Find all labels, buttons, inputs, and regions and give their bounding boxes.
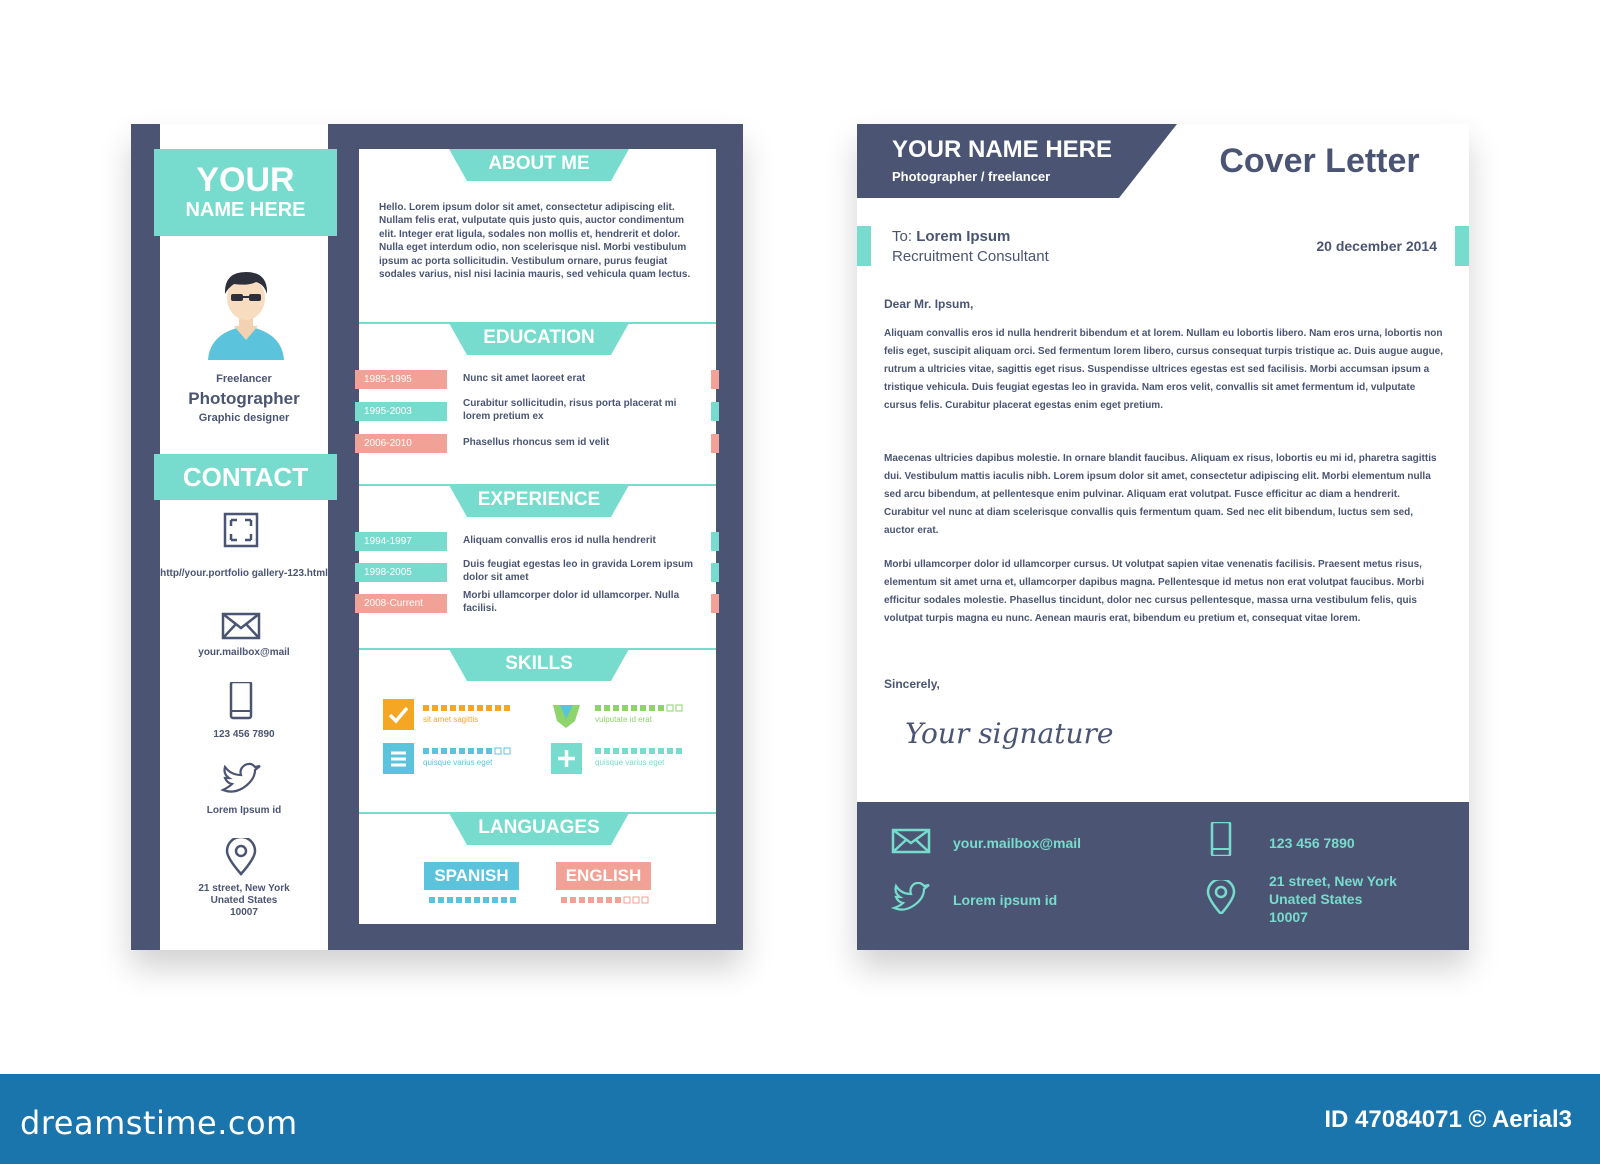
education-end-marker bbox=[711, 434, 719, 453]
closing: Sincerely, bbox=[884, 677, 940, 691]
level-dot bbox=[477, 705, 483, 711]
location-pin-icon bbox=[219, 838, 263, 876]
level-dot bbox=[588, 897, 594, 903]
experience-description: Aliquam convallis eros id nulla hendrerit bbox=[463, 535, 656, 546]
level-dot bbox=[423, 748, 429, 754]
education-years-tag: 1995-2003 bbox=[355, 402, 447, 421]
stock-logo[interactable]: dreamstime.com bbox=[20, 1104, 298, 1142]
level-dot bbox=[604, 705, 610, 711]
stock-footer-bar bbox=[0, 1074, 1600, 1164]
cover-footer bbox=[857, 802, 1469, 950]
level-dot bbox=[624, 897, 630, 903]
experience-title: EXPERIENCE bbox=[477, 489, 601, 510]
contact-address bbox=[160, 883, 328, 919]
education-years-tag: 1985-1995 bbox=[355, 370, 447, 389]
about-banner bbox=[449, 149, 629, 183]
plus-icon bbox=[551, 743, 582, 774]
experience-years-tag: 1994-1997 bbox=[355, 532, 447, 551]
list-icon bbox=[383, 743, 414, 774]
level-dot bbox=[676, 748, 682, 754]
level-dot bbox=[456, 897, 462, 903]
level-dot bbox=[486, 705, 492, 711]
cover-name: YOUR NAME HERE bbox=[892, 136, 1113, 163]
level-dot bbox=[474, 897, 480, 903]
experience-end-marker bbox=[711, 594, 719, 613]
education-description: Phasellus rhoncus sem id velit bbox=[463, 437, 610, 448]
greeting: Dear Mr. Ipsum, bbox=[884, 297, 974, 311]
level-dot bbox=[667, 748, 673, 754]
education-years-tag: 2006-2010 bbox=[355, 434, 447, 453]
skill-level-dots bbox=[595, 747, 685, 755]
phone-icon bbox=[219, 682, 263, 720]
level-dot bbox=[640, 705, 646, 711]
level-dot bbox=[667, 705, 673, 711]
level-dot bbox=[615, 897, 621, 903]
accent-left bbox=[857, 226, 871, 266]
language-level-dots bbox=[561, 896, 651, 904]
level-dot bbox=[606, 897, 612, 903]
language-tag-spanish: SPANISH bbox=[424, 862, 519, 890]
level-dot bbox=[468, 748, 474, 754]
resume-name-block bbox=[154, 149, 337, 236]
footer-twitter[interactable]: Lorem ipsum id bbox=[953, 892, 1058, 908]
level-dot bbox=[423, 705, 429, 711]
languages-banner bbox=[449, 813, 629, 847]
contact-mail[interactable]: your.mailbox@mail bbox=[198, 647, 290, 658]
frame-icon bbox=[219, 512, 263, 550]
footer-phone[interactable]: 123 456 7890 bbox=[1269, 835, 1355, 851]
level-dot bbox=[595, 705, 601, 711]
mail-icon bbox=[219, 608, 263, 646]
contact-twitter[interactable]: Lorem Ipsum id bbox=[206, 805, 282, 816]
mail-icon bbox=[891, 824, 931, 858]
level-dot bbox=[622, 748, 628, 754]
contact-phone[interactable]: 123 456 7890 bbox=[213, 729, 275, 740]
education-description: Nunc sit amet laoreet erat bbox=[463, 373, 586, 384]
resume-page bbox=[131, 124, 743, 950]
footer-address-line-2: Unated States bbox=[1269, 891, 1363, 907]
address-line-3: 10007 bbox=[230, 907, 258, 918]
education-title: EDUCATION bbox=[483, 327, 595, 348]
level-dot bbox=[438, 897, 444, 903]
skills-title: SKILLS bbox=[505, 653, 573, 674]
level-dot bbox=[676, 705, 682, 711]
avatar-icon bbox=[198, 260, 294, 360]
letter-date: 20 december 2014 bbox=[1316, 238, 1437, 254]
skill-level-dots bbox=[595, 704, 685, 712]
languages-title: LANGUAGES bbox=[478, 817, 600, 838]
level-dot bbox=[561, 897, 567, 903]
to-label: To: bbox=[892, 228, 913, 245]
level-dot bbox=[432, 748, 438, 754]
level-dot bbox=[658, 748, 664, 754]
level-dot bbox=[622, 705, 628, 711]
recipient-role: Recruitment Consultant bbox=[892, 248, 1049, 265]
education-banner bbox=[449, 323, 629, 357]
education-end-marker bbox=[711, 402, 719, 421]
about-text: Hello. Lorem ipsum dolor sit amet, consectetur adipiscing elit. Nullam felis erat, vulputate quis justo quis, auctor condimentum elit. Integer erat ligula, sodales non mollis et, hendrerit et dolor. Nulla eget interdum odio, non scelerisque nisl. Morbi vestibulum ipsum ac porta sollicitudin. Vestibulum ornare, purus feugiat sodales varius, nisl nisi lacinia mauris, sed vehicula quam lectus. bbox=[379, 202, 691, 281]
level-dot bbox=[504, 748, 510, 754]
level-dot bbox=[450, 705, 456, 711]
skill-label: vulputate id erat bbox=[595, 715, 652, 724]
level-dot bbox=[631, 748, 637, 754]
paragraph-3: Morbi ullamcorper dolor id ullamcorper cursus. Ut volutpat sapien vitae venenatis facilisis. Praesent metus risus, elementum sit amet urna et, ullamcorper dapibus magna. Pellentesque id metus non erat volutpat faucibus. Morbi efficitur sodales molestie. Phasellus tincidunt, dolor nec cursus pellentesque, massa urna vestibulum felis, quis volutpat turpis magna eu nunc. Aenean mauris erat, bibendum eu pretium et, consequat vitae lorem. bbox=[884, 559, 1425, 624]
recipient-name: Lorem Ipsum bbox=[916, 228, 1011, 245]
level-dot bbox=[649, 705, 655, 711]
shield-shape-icon bbox=[551, 699, 582, 730]
level-dot bbox=[633, 897, 639, 903]
level-dot bbox=[504, 705, 510, 711]
skills-banner bbox=[449, 649, 629, 683]
paragraph-2: Maecenas ultricies dapibus molestie. In ornare blandit faucibus. Aliquam ex risus, lobortis eu mi id, pharetra sagittis dui. Vestibulum mattis iaculis nibh. Lorem ipsum dolor sit amet, consectetur adipiscing elit. Morbi elementum nulla sed arcu bibendum, at pellentesque enim pulvinar. Aliquam erat volutpat. Fusce efficitur ac diam a hendrerit. Curabitur vel nunc at diam scelerisque convallis quis fermentum quam. Sed nec elit bibendum, luctus sem sed, auctor erat. bbox=[884, 453, 1437, 536]
skill-level-dots bbox=[423, 747, 513, 755]
skill-label: sit amet sagittis bbox=[423, 715, 479, 724]
level-dot bbox=[441, 705, 447, 711]
level-dot bbox=[450, 748, 456, 754]
about-title: ABOUT ME bbox=[488, 153, 590, 174]
stock-image-id: ID 47084071 © Aerial3 bbox=[1324, 1106, 1572, 1133]
cover-title: Cover Letter bbox=[1219, 142, 1420, 180]
level-dot bbox=[595, 748, 601, 754]
level-dot bbox=[642, 897, 648, 903]
level-dot bbox=[459, 705, 465, 711]
role-freelancer: Freelancer bbox=[216, 373, 272, 385]
contact-portfolio[interactable]: http//your.portfolio gallery-123.html bbox=[160, 568, 328, 579]
language-tag-english: ENGLISH bbox=[556, 862, 651, 890]
level-dot bbox=[613, 748, 619, 754]
level-dot bbox=[495, 748, 501, 754]
address-line-2: Unated States bbox=[210, 895, 278, 906]
experience-description: Morbi ullamcorper dolor id ullamcorper. Nulla facilisi. bbox=[463, 590, 680, 614]
level-dot bbox=[597, 897, 603, 903]
language-level-dots bbox=[429, 896, 519, 904]
phone-icon bbox=[1201, 822, 1241, 856]
role-graphic-designer: Graphic designer bbox=[198, 412, 290, 424]
skill-level-dots bbox=[423, 704, 513, 712]
level-dot bbox=[501, 897, 507, 903]
footer-address-line-1: 21 street, New York bbox=[1269, 873, 1397, 889]
level-dot bbox=[570, 897, 576, 903]
education-end-marker bbox=[711, 370, 719, 389]
experience-years-tag: 1998-2005 bbox=[355, 563, 447, 582]
level-dot bbox=[465, 897, 471, 903]
experience-banner bbox=[449, 485, 629, 519]
level-dot bbox=[579, 897, 585, 903]
level-dot bbox=[486, 748, 492, 754]
resume-main bbox=[359, 149, 716, 924]
footer-address-line-3: 10007 bbox=[1269, 909, 1308, 925]
twitter-icon bbox=[219, 762, 263, 800]
level-dot bbox=[495, 705, 501, 711]
level-dot bbox=[631, 705, 637, 711]
signature: Your signature bbox=[905, 717, 1114, 750]
role-photographer: Photographer bbox=[188, 389, 300, 408]
level-dot bbox=[483, 897, 489, 903]
cover-subtitle: Photographer / freelancer bbox=[892, 169, 1051, 184]
level-dot bbox=[492, 897, 498, 903]
skill-label: quisque varius eget bbox=[423, 758, 493, 767]
level-dot bbox=[468, 705, 474, 711]
education-description: Curabitur sollicitudin, risus porta placerat mi lorem pretium ex bbox=[463, 398, 677, 422]
level-dot bbox=[649, 748, 655, 754]
recipient bbox=[892, 228, 1010, 245]
level-dot bbox=[613, 705, 619, 711]
level-dot bbox=[640, 748, 646, 754]
level-dot bbox=[658, 705, 664, 711]
level-dot bbox=[447, 897, 453, 903]
name-line-2: NAME HERE bbox=[185, 199, 306, 221]
level-dot bbox=[432, 705, 438, 711]
experience-years-tag: 2008-Current bbox=[355, 594, 447, 613]
paragraph-1: Aliquam convallis eros id nulla hendrerit bibendum et at lorem. Nullam eu lobortis libero. Nam eros urna, lobortis non felis eget, suscipit aliquam orci. Sed fermentum lorem libero, cursus consequat turpis tristique ac. Duis augue augue, rutrum a ultricies vitae, sagittis eget risus. Suspendisse ultrices egestas est sed facilisis. Morbi accumsan ipsum a tristique vehicula. Duis feugiat egestas leo in gravida. Nam eros velit, convallis sit amet fermentum id, vulputate cursus felis. Curabitur placerat egestas enim eget pretium. bbox=[884, 328, 1444, 411]
cover-letter-page bbox=[857, 124, 1469, 950]
checkmark-icon bbox=[383, 699, 414, 730]
location-pin-icon bbox=[1201, 880, 1241, 914]
level-dot bbox=[604, 748, 610, 754]
footer-mail[interactable]: your.mailbox@mail bbox=[953, 835, 1082, 851]
level-dot bbox=[510, 897, 516, 903]
contact-banner: CONTACT bbox=[154, 454, 337, 500]
level-dot bbox=[441, 748, 447, 754]
level-dot bbox=[477, 748, 483, 754]
level-dot bbox=[459, 748, 465, 754]
experience-description: Duis feugiat egestas leo in gravida Lorem ipsum dolor sit amet bbox=[463, 559, 694, 583]
accent-right bbox=[1455, 226, 1469, 266]
name-line-1: YOUR bbox=[196, 161, 295, 199]
footer-address bbox=[1269, 872, 1397, 926]
twitter-icon bbox=[891, 882, 931, 916]
address-line-1: 21 street, New York bbox=[198, 883, 290, 894]
level-dot bbox=[429, 897, 435, 903]
experience-end-marker bbox=[711, 532, 719, 551]
skill-label: quisque varius eget bbox=[595, 758, 665, 767]
experience-end-marker bbox=[711, 563, 719, 582]
